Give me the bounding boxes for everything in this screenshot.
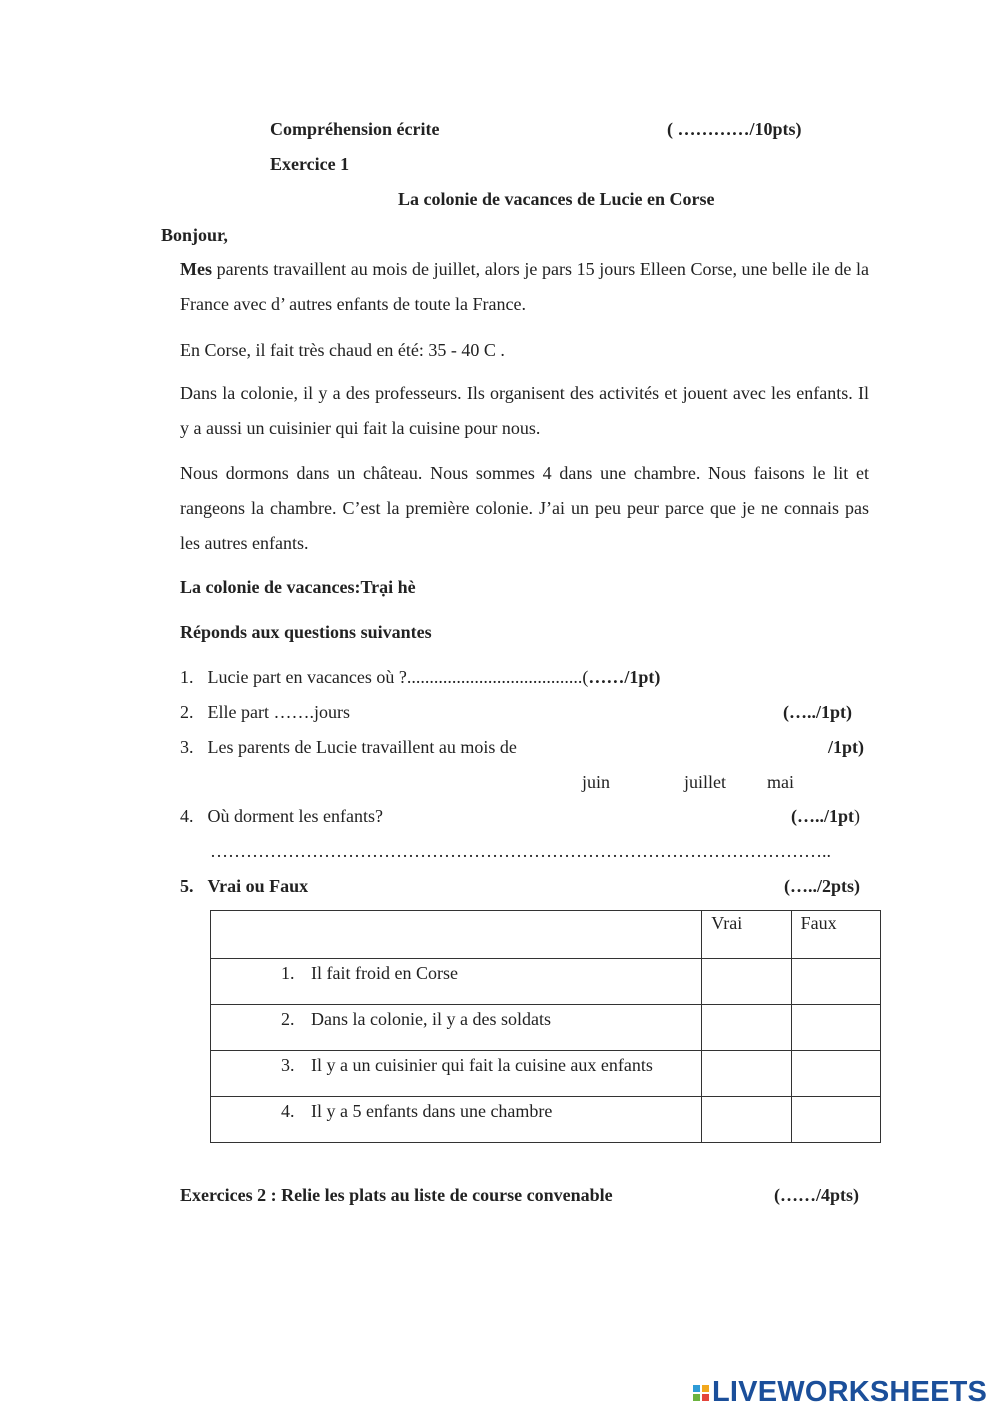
section-points: ( …………/10pts) [667,119,802,139]
statement-cell [211,959,702,1005]
table-row [211,1097,881,1143]
question-5-points: (…../2pts) [784,876,860,896]
table-row [211,1005,881,1051]
table-row [211,1051,881,1097]
question-5-number: 5. [180,876,194,896]
paragraph-4: Nous dormons dans un château. Nous sommes 4 dans une chambre. Nous faisons le lit et rangeons la chambre. C’est la première colonie. J’ai un peu peur parce que je ne connais pas les autres enfants. [180,463,869,553]
statement-text: Il fait froid en Corse [311,963,458,983]
question-3-points: /1pt) [828,737,864,757]
table-header-row [211,911,881,959]
col-faux-header: Faux [791,911,880,959]
question-3-text: Les parents de Lucie travaillent au mois de [207,737,517,757]
liveworksheets-brand: LIVEWORKSHEETS [712,1376,988,1408]
question-1 [180,667,660,688]
true-false-table [210,910,881,1143]
paragraph-1-bold: Mes [180,259,212,279]
vrai-cell[interactable] [702,1005,791,1051]
option-mai[interactable]: mai [767,772,794,792]
exercise2-title: Exercices 2 : Relie les plats au liste de course convenable [180,1185,613,1205]
liveworksheets-logo [693,1376,987,1409]
faux-cell[interactable] [791,1097,880,1143]
option-juillet[interactable]: juillet [684,772,726,792]
statement-number: 2. [281,1009,295,1029]
statement-cell [211,1097,702,1143]
table-header-blank [211,911,702,959]
exercise2-points: (……/4pts) [774,1185,859,1205]
question-5 [180,876,308,897]
question-4-number: 4. [180,806,194,826]
statement-cell [211,1005,702,1051]
paragraph-1 [180,252,869,322]
logo-square-4 [702,1394,709,1401]
col-vrai-header: Vrai [702,911,791,959]
statement-text: Il y a 5 enfants dans une chambre [311,1101,553,1121]
section-title: Compréhension écrite [270,119,440,139]
question-3 [180,737,517,758]
letter-greeting: Bonjour, [161,225,228,245]
vrai-cell[interactable] [702,1051,791,1097]
instructions: Réponds aux questions suivantes [180,622,432,642]
statement-number: 3. [281,1055,295,1075]
liveworksheets-logo-icon [693,1385,709,1401]
statement-number: 1. [281,963,295,983]
question-1-points: ……/1pt) [588,667,661,687]
vrai-cell[interactable] [702,1097,791,1143]
question-4-points-wrap [791,806,860,827]
logo-square-2 [702,1385,709,1392]
question-4-points-close: ) [854,806,860,826]
question-1-number: 1. [180,667,194,687]
statement-text: Il y a un cuisinier qui fait la cuisine aux enfants [311,1055,653,1075]
faux-cell[interactable] [791,1051,880,1097]
question-5-text: Vrai ou Faux [207,876,309,896]
question-2-points: (…../1pt) [783,702,852,722]
option-juin[interactable]: juin [582,772,611,792]
table-row [211,959,881,1005]
question-4 [180,806,383,827]
question-4-answer-line[interactable]: ………………………………………………………………………………………….. [210,841,831,861]
logo-square-1 [693,1385,700,1392]
vrai-cell[interactable] [702,959,791,1005]
paragraph-1-text: parents travaillent au mois de juillet, alors je pars 15 jours Elleen Corse, une belle ile de la France avec d’ autres enfants de toute la France. [180,259,869,314]
vocab-note: La colonie de vacances:Trại hè [180,577,416,597]
exercise1-title: Exercice 1 [270,154,350,174]
faux-cell[interactable] [791,959,880,1005]
question-3-number: 3. [180,737,194,757]
question-1-text: Lucie part en vacances où ?.......................................( [207,667,589,687]
paragraph-2: En Corse, il fait très chaud en été: 35 - 40 C . [180,340,505,360]
question-4-text: Où dorment les enfants? [207,806,383,826]
question-2-number: 2. [180,702,194,722]
question-4-points: (…../1pt [791,806,854,826]
paragraph-3: Dans la colonie, il y a des professeurs. Ils organisent des activités et jouent avec les enfants. Il y a aussi un cuisinier qui fait la cuisine pour nous. [180,383,869,438]
statement-text: Dans la colonie, il y a des soldats [311,1009,551,1029]
question-2-text: Elle part …….jours [207,702,350,722]
logo-square-3 [693,1394,700,1401]
question-2 [180,702,350,723]
statement-cell [211,1051,702,1097]
text-title: La colonie de vacances de Lucie en Corse [398,189,715,209]
faux-cell[interactable] [791,1005,880,1051]
statement-number: 4. [281,1101,295,1121]
